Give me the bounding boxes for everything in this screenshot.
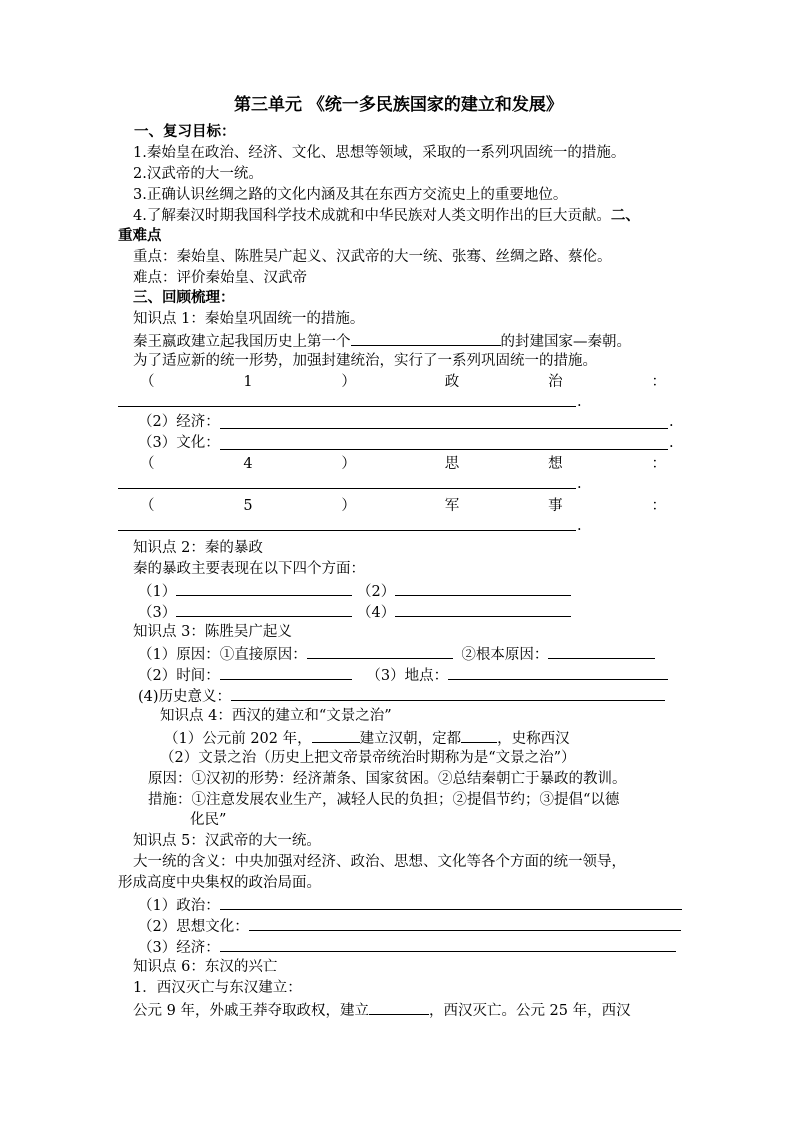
goal-item-3: 3.正确认识丝绸之路的文化内涵及其在东西方交流史上的重要地位。 [133, 187, 568, 203]
k4-line1-prefix: （1）公元前 202 年， [164, 731, 312, 747]
period-mark: . [577, 394, 582, 410]
k5-definition-2: 形成高度中央集权的政治局面。 [118, 875, 321, 891]
knowledge-point-5-title: 知识点 5：汉武帝的大一统。 [133, 833, 321, 849]
blank-tyranny-2[interactable] [395, 580, 571, 596]
colon: ： [651, 498, 666, 514]
blank-k5-economy[interactable] [220, 936, 676, 952]
difficult-points-text: 难点：评价秦始皇、汉武帝 [133, 270, 307, 286]
k3-place-label: （3）地点： [366, 668, 449, 684]
blank-thought[interactable] [118, 488, 576, 489]
blank-new-dynasty[interactable] [369, 999, 429, 1015]
k4-reason: 原因：①汉初的形势：经济萧条、国家贫困。②总结秦朝亡于暴政的教训。 [148, 771, 627, 787]
paren-close: ） [341, 374, 356, 390]
blank-place[interactable] [448, 664, 668, 680]
key-points-text: 重点：秦始皇、陈胜吴广起义、汉武帝的大一统、张骞、丝绸之路、蔡伦。 [133, 249, 612, 265]
period-mark: . [577, 476, 582, 492]
blank-capital[interactable] [461, 727, 497, 743]
blank-economy[interactable] [220, 428, 668, 429]
blank-tyranny-4[interactable] [395, 601, 571, 617]
period-mark: . [577, 518, 582, 534]
label-char-2: 事 [548, 498, 563, 514]
section-heading-goals: 一、复习目标： [134, 124, 236, 140]
k1-economy-label: （2）经济： [138, 414, 220, 430]
k1-politics-row [140, 372, 666, 392]
paren-close: ） [341, 456, 356, 472]
k4-line1-mid: 建立汉朝，定都 [359, 731, 462, 747]
k5-politics-label: （1）政治： [138, 898, 220, 914]
knowledge-point-1-title: 知识点 1：秦始皇巩固统一的措施。 [133, 311, 365, 327]
paren-open: （ [140, 374, 155, 390]
colon: ： [651, 374, 666, 390]
k6-line1-prefix: 公元 9 年，外戚王莽夺取政权，建立 [133, 1003, 369, 1019]
label-char-1: 思 [444, 456, 460, 472]
k3-time-place-row [138, 664, 668, 684]
knowledge-point-2-title: 知识点 2：秦的暴政 [133, 540, 263, 556]
k3-meaning-label: (4)历史意义： [138, 689, 232, 705]
k4-measure-2: 化民” [190, 812, 227, 828]
k1-measures-intro: 为了适应新的统一形势，加强封建统治，实行了一系列巩固统一的措施。 [133, 353, 597, 369]
k5-thought-label: （2）思想文化： [138, 919, 249, 935]
k3-meaning-row [138, 685, 665, 705]
knowledge-point-3-title: 知识点 3：陈胜吴广起义 [133, 624, 292, 640]
k4-line1-suffix: ，史称西汉 [497, 731, 570, 747]
label-char-2: 治 [548, 374, 563, 390]
blank-founder[interactable] [312, 727, 360, 743]
k1-line1-prefix: 秦王嬴政建立起我国历史上第一个 [133, 334, 351, 350]
k4-line-2: （2）文景之治（历史上把文帝景帝统治时期称为是“文景之治”） [160, 750, 576, 766]
k3-cause-row [138, 643, 655, 663]
item-number: 4 [243, 456, 253, 472]
item-number: 5 [243, 498, 253, 514]
label-char-1: 军 [444, 498, 460, 514]
k4-line-1 [164, 727, 570, 747]
paren-close: ） [341, 498, 356, 514]
k5-definition-1: 大一统的含义：中央加强对经济、政治、思想、文化等各个方面的统一领导， [133, 854, 626, 870]
k6-subheading: 1．西汉灭亡与东汉建立： [133, 980, 302, 996]
item-number: 1 [243, 374, 253, 390]
k6-line1-suffix: ，西汉灭亡。公元 25 年，西汉 [428, 1003, 631, 1019]
k1-military-row [140, 496, 666, 516]
k2-item-label: （2） [357, 584, 396, 600]
k5-thought-row [138, 915, 681, 935]
blank-tyranny-3[interactable] [176, 601, 352, 617]
k2-item-label: （3） [138, 605, 177, 621]
blank-root-cause[interactable] [548, 643, 655, 659]
section-heading-key-points: 重难点 [118, 228, 162, 244]
k2-item-2 [357, 580, 571, 600]
label-char-2: 想 [548, 456, 563, 472]
blank-time[interactable] [220, 664, 352, 680]
k2-item-1 [138, 580, 352, 600]
k5-economy-row [138, 936, 676, 956]
blank-politics[interactable] [118, 406, 576, 407]
goal-item-4 [133, 206, 640, 226]
period-mark: . [669, 435, 674, 451]
goal-item-2: 2.汉武帝的大一统。 [133, 166, 263, 182]
period-mark: . [669, 414, 674, 430]
section-heading-2-number: 二、 [610, 208, 640, 224]
k3-root-label: ②根本原因： [461, 647, 549, 663]
k3-cause-label: （1）原因：①直接原因： [138, 647, 307, 663]
k2-item-4 [357, 601, 571, 621]
k1-thought-row [140, 454, 666, 474]
colon: ： [651, 456, 666, 472]
k3-time-label: （2）时间： [138, 668, 220, 684]
blank-culture[interactable] [220, 449, 668, 450]
k1-first-feudal-state [133, 330, 631, 350]
blank-k5-politics[interactable] [220, 894, 682, 910]
paren-open: （ [140, 498, 155, 514]
k1-culture-label: （3）文化： [138, 435, 220, 451]
label-char-1: 政 [444, 374, 460, 390]
k1-line1-suffix: 的封建国家—秦朝。 [500, 334, 631, 350]
k6-line-1 [133, 999, 631, 1019]
goal-item-4-text: 4.了解秦汉时期我国科学技术成就和中华民族对人类文明作出的巨大贡献。 [133, 208, 611, 224]
k2-intro: 秦的暴政主要表现在以下四个方面： [133, 561, 365, 577]
blank-military[interactable] [118, 530, 576, 531]
paren-open: （ [140, 456, 155, 472]
page-title: 第三单元 《统一多民族国家的建立和发展》 [234, 95, 563, 115]
knowledge-point-6-title: 知识点 6：东汉的兴亡 [133, 959, 278, 975]
section-heading-review: 三、回顾梳理： [133, 290, 235, 306]
knowledge-point-4-title: 知识点 4：西汉的建立和“文景之治” [160, 708, 392, 724]
blank-k5-thought[interactable] [249, 915, 681, 931]
k5-economy-label: （3）经济： [138, 940, 220, 956]
blank-tyranny-1[interactable] [176, 580, 352, 596]
goal-item-1: 1.秦始皇在政治、经济、文化、思想等领域，采取的一系列巩固统一的措施。 [133, 145, 626, 161]
blank-historical-meaning[interactable] [231, 685, 665, 701]
blank-direct-cause[interactable] [307, 643, 453, 659]
k2-item-3 [138, 601, 352, 621]
blank-first-state[interactable] [351, 330, 501, 346]
k2-item-label: （4） [357, 605, 396, 621]
k4-measure-1: 措施：①注意发展农业生产，减轻人民的负担；②提倡节约；③提倡“以德 [148, 792, 620, 808]
k2-item-label: （1） [138, 584, 177, 600]
k5-politics-row [138, 894, 682, 914]
